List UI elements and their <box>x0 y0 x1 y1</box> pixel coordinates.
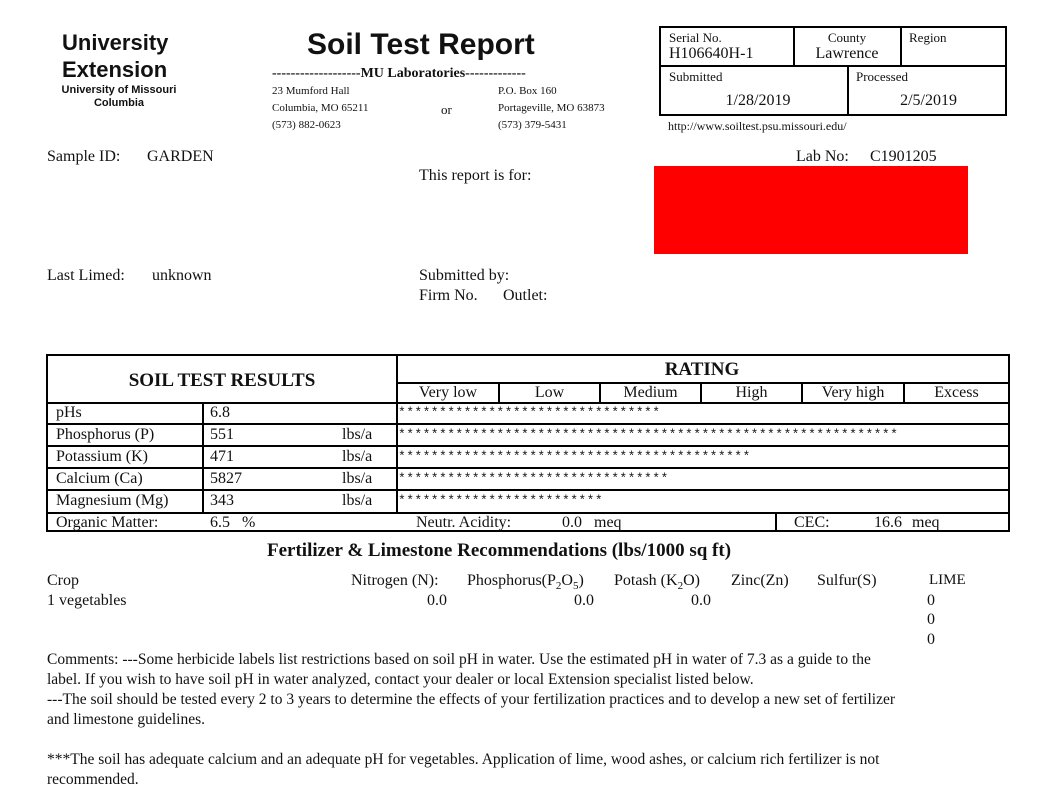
comment-line: ---The soil should be tested every 2 to 3 years to determine the effects of your fertilization practices and to develop a new set of fertilizer <box>47 691 896 708</box>
nutrient-unit: lbs/a <box>342 470 373 487</box>
crop-header: Crop <box>47 572 79 589</box>
serial-label: Serial No. <box>669 30 722 45</box>
firm-no-label: Firm No. <box>419 287 478 304</box>
nutrient-name: Calcium (Ca) <box>56 470 143 487</box>
cec-unit: meq <box>912 514 940 531</box>
rating-level: Excess <box>934 384 979 401</box>
university-name: University of Missouri <box>61 84 177 96</box>
neutr-acidity-unit: meq <box>594 514 622 531</box>
extension-title-line2: Extension <box>62 57 168 82</box>
comment-line: label. If you wish to have soil pH in water analyzed, contact your dealer or local Extension specialist listed below. <box>47 671 754 688</box>
report-for-label: This report is for: <box>419 167 532 184</box>
rating-stars: ************************* <box>398 493 604 508</box>
organic-matter-value: 6.5 <box>210 514 230 531</box>
neutr-acidity-label: Neutr. Acidity: <box>416 514 512 531</box>
county-label: County <box>827 30 867 45</box>
lab2-phone: (573) 379-5431 <box>498 119 567 131</box>
cec-value: 16.6 <box>874 514 902 531</box>
extension-title-line1: University <box>62 30 169 55</box>
nitrogen-header: Nitrogen (N): <box>351 572 439 589</box>
rating-level: Low <box>534 384 565 401</box>
lab2-address-line: Portageville, MO 63873 <box>498 102 605 114</box>
rating-stars: ******************************************* <box>398 449 751 464</box>
outlet-label: Outlet: <box>503 287 548 304</box>
submitted-date: 1/28/2019 <box>725 92 791 109</box>
rating-level: Very low <box>418 384 478 401</box>
last-limed-label: Last Limed: <box>47 267 125 284</box>
rating-stars: ********************************* <box>398 471 669 486</box>
comment-line: recommended. <box>47 771 139 788</box>
phosphorus-value: 0.0 <box>574 592 594 609</box>
lime-header: LIME <box>929 572 966 588</box>
lab-no-value: C1901205 <box>870 148 937 165</box>
report-title: Soil Test Report <box>307 28 535 61</box>
campus-name: Columbia <box>93 97 145 109</box>
processed-date: 2/5/2019 <box>900 92 957 109</box>
lime-value: 0 <box>927 631 935 648</box>
submitted-label: Submitted <box>669 69 723 84</box>
nutrient-value: 5827 <box>210 470 242 487</box>
phosphorus-header: $Phosphorus(P_2O_5)$ <box>467 572 584 593</box>
rating-level: Very high <box>821 384 885 401</box>
nutrient-unit: lbs/a <box>342 426 373 443</box>
neutr-acidity-value: 0.0 <box>562 514 582 531</box>
lab1-address-line: Columbia, MO 65211 <box>272 102 369 114</box>
nitrogen-value: 0.0 <box>427 592 447 609</box>
rating-level: Medium <box>623 384 678 401</box>
nutrient-value: 471 <box>210 448 234 465</box>
lime-value: 0 <box>927 611 935 628</box>
region-label: Region <box>909 30 947 45</box>
comment-line: ***The soil has adequate calcium and an adequate pH for vegetables. Application of lime, wood ashes, or calcium rich fertilizer is not <box>47 751 880 768</box>
last-limed-value: unknown <box>152 267 212 284</box>
rating-stars: ************************************************************* <box>398 427 899 442</box>
serial-info-box <box>659 26 1007 116</box>
rating-stars: ******************************** <box>398 405 661 420</box>
zinc-header: Zinc(Zn) <box>731 572 789 589</box>
soil-test-results-table <box>46 354 1010 532</box>
submitted-by-label: Submitted by: <box>419 267 510 284</box>
lab-line: -------------------MU Laboratories------------- <box>272 66 526 81</box>
lab2-address-line: P.O. Box 160 <box>498 85 557 97</box>
nutrient-value: 551 <box>210 426 234 443</box>
lime-value: 0 <box>927 592 935 609</box>
website-url: http://www.soiltest.psu.missouri.edu/ <box>668 119 847 133</box>
lab-no-label: Lab No: <box>796 148 849 165</box>
county-value: Lawrence <box>815 45 879 62</box>
organic-matter-label: Organic Matter: <box>56 514 159 531</box>
cec-label: CEC: <box>794 514 830 531</box>
nutrient-name: Phosphorus (P) <box>56 426 155 443</box>
sample-id-value: GARDEN <box>147 148 214 165</box>
crop-name: 1 vegetables <box>47 592 127 609</box>
processed-label: Processed <box>856 69 908 84</box>
lab1-address-line: 23 Mumford Hall <box>272 85 350 97</box>
potash-header: Potash $(K_2O)$ <box>614 572 700 593</box>
nutrient-unit: lbs/a <box>342 492 373 509</box>
nutrient-name: Potassium (K) <box>56 448 148 465</box>
fertilizer-title: Fertilizer & Limestone Recommendations (lbs/1000 sq ft) <box>267 540 732 561</box>
lab1-phone: (573) 882-0623 <box>272 119 341 131</box>
nutrient-name: pHs <box>56 404 82 421</box>
comment-line: Comments: ---Some herbicide labels list restrictions based on soil pH in water. Use the estimated pH in water of 7.3 as a guide to the <box>47 651 871 668</box>
rating-level: High <box>735 384 768 401</box>
or-label: or <box>441 102 452 117</box>
rating-title: RATING <box>664 359 740 380</box>
nutrient-value: 343 <box>210 492 234 509</box>
nutrient-value: 6.8 <box>210 404 230 421</box>
nutrient-unit: lbs/a <box>342 448 373 465</box>
organic-matter-unit: % <box>242 514 256 531</box>
potash-value: 0.0 <box>691 592 711 609</box>
serial-value: H106640H-1 <box>669 45 754 62</box>
sample-id-label: Sample ID: <box>47 148 121 165</box>
results-title: SOIL TEST RESULTS <box>128 370 316 391</box>
redacted-recipient-block <box>654 166 968 254</box>
nutrient-name: Magnesium (Mg) <box>56 492 169 509</box>
sulfur-header: Sulfur(S) <box>817 572 877 589</box>
comment-line: and limestone guidelines. <box>47 711 205 728</box>
